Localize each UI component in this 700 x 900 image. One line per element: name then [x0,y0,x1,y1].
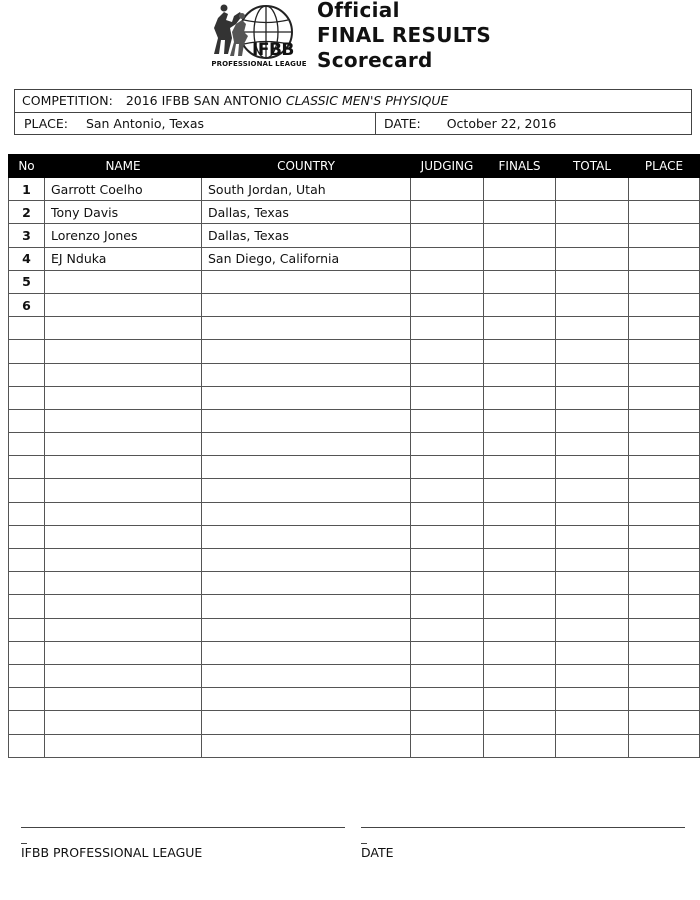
row-country: San Diego, California [202,247,411,270]
row-place [629,572,700,595]
row-no: 6 [9,293,45,316]
row-finals [484,734,556,757]
row-judging [411,340,484,363]
row-finals [484,409,556,432]
row-total [556,688,629,711]
row-judging [411,572,484,595]
row-country [202,456,411,479]
row-no [9,688,45,711]
row-place [629,409,700,432]
row-judging [411,641,484,664]
row-place [629,201,700,224]
row-name [45,340,202,363]
row-name [45,456,202,479]
row-no [9,409,45,432]
row-place [629,479,700,502]
col-header-country: COUNTRY [202,155,411,178]
row-name [45,549,202,572]
row-name [45,711,202,734]
row-place [629,433,700,456]
row-total [556,293,629,316]
competition-row [15,90,691,113]
table-row [9,641,700,664]
row-finals [484,363,556,386]
row-total [556,641,629,664]
row-name [45,572,202,595]
row-country [202,618,411,641]
row-country [202,525,411,548]
row-judging [411,409,484,432]
row-total [556,178,629,201]
row-finals [484,433,556,456]
table-row [9,293,700,316]
table-row [9,525,700,548]
row-total [556,549,629,572]
row-no [9,595,45,618]
row-country: Dallas, Texas [202,224,411,247]
document-header [0,0,700,80]
table-row [9,317,700,340]
col-header-judging: JUDGING [411,155,484,178]
signature-line-league [21,827,345,828]
signature-tick-right [361,843,367,844]
results-table [8,154,700,758]
row-no: 2 [9,201,45,224]
date-cell [376,113,692,135]
table-row [9,572,700,595]
row-country [202,572,411,595]
table-row [9,201,700,224]
row-finals [484,572,556,595]
row-total [556,317,629,340]
row-total [556,502,629,525]
row-total [556,386,629,409]
row-place [629,595,700,618]
row-judging [411,618,484,641]
row-judging [411,549,484,572]
row-country: South Jordan, Utah [202,178,411,201]
row-name [45,363,202,386]
row-no: 5 [9,270,45,293]
table-row [9,711,700,734]
row-place [629,549,700,572]
table-row [9,247,700,270]
row-no [9,525,45,548]
row-place [629,525,700,548]
row-total [556,433,629,456]
row-judging [411,317,484,340]
row-place [629,734,700,757]
row-name [45,409,202,432]
row-place [629,641,700,664]
row-judging [411,247,484,270]
table-row [9,549,700,572]
row-name [45,479,202,502]
row-no [9,363,45,386]
table-row [9,270,700,293]
row-country [202,595,411,618]
row-name: Garrott Coelho [45,178,202,201]
row-country [202,386,411,409]
row-total [556,734,629,757]
row-finals [484,595,556,618]
col-header-total: TOTAL [556,155,629,178]
row-place [629,688,700,711]
col-header-no: No [9,155,45,178]
row-finals [484,618,556,641]
row-name [45,595,202,618]
signature-label-date: DATE [361,845,394,860]
row-name [45,688,202,711]
row-place [629,340,700,363]
row-country [202,502,411,525]
row-judging [411,363,484,386]
row-country [202,317,411,340]
row-no: 3 [9,224,45,247]
place-value: San Antonio, Texas [85,116,204,131]
row-total [556,409,629,432]
row-name [45,525,202,548]
row-no [9,549,45,572]
document-title [317,0,491,73]
row-no [9,618,45,641]
date-label: DATE: [384,116,421,131]
row-judging [411,734,484,757]
competition-value: 2016 IFBB SAN ANTONIO [125,93,282,108]
row-name [45,317,202,340]
place-cell [15,113,376,135]
logo-ifbb-text: IFBB [252,40,294,60]
row-no [9,734,45,757]
table-row [9,595,700,618]
row-judging [411,711,484,734]
row-judging [411,224,484,247]
place-date-row [15,113,691,135]
row-no [9,479,45,502]
row-name [45,270,202,293]
row-total [556,572,629,595]
row-place [629,178,700,201]
row-finals [484,664,556,687]
row-finals [484,247,556,270]
row-no [9,317,45,340]
row-country: Dallas, Texas [202,201,411,224]
row-finals [484,688,556,711]
row-country [202,549,411,572]
table-row [9,734,700,757]
row-country [202,270,411,293]
row-name: EJ Nduka [45,247,202,270]
results-table-body [9,178,700,758]
row-judging [411,201,484,224]
row-no [9,340,45,363]
row-judging [411,502,484,525]
row-finals [484,641,556,664]
ifbb-logo [204,2,314,72]
row-place [629,502,700,525]
row-finals [484,711,556,734]
table-row [9,618,700,641]
row-no [9,433,45,456]
row-total [556,201,629,224]
row-name [45,386,202,409]
row-place [629,293,700,316]
table-row [9,386,700,409]
table-row [9,456,700,479]
row-finals [484,178,556,201]
title-line-1: Official [317,0,400,22]
row-place [629,664,700,687]
row-total [556,340,629,363]
signature-line-date [361,827,685,828]
row-no: 1 [9,178,45,201]
row-judging [411,270,484,293]
row-place [629,270,700,293]
results-table-header [9,155,700,178]
signature-tick-left [21,843,27,844]
row-no [9,456,45,479]
row-name [45,641,202,664]
row-no: 4 [9,247,45,270]
row-country [202,734,411,757]
row-finals [484,293,556,316]
row-no [9,386,45,409]
row-judging [411,433,484,456]
row-country [202,340,411,363]
row-finals [484,270,556,293]
signature-label-league: IFBB PROFESSIONAL LEAGUE [21,845,203,860]
table-row [9,409,700,432]
table-row [9,363,700,386]
row-finals [484,502,556,525]
row-total [556,247,629,270]
table-row [9,224,700,247]
table-row [9,664,700,687]
row-no [9,572,45,595]
row-finals [484,386,556,409]
col-header-place: PLACE [629,155,700,178]
row-place [629,386,700,409]
table-row [9,178,700,201]
row-judging [411,479,484,502]
row-total [556,595,629,618]
table-row [9,433,700,456]
row-total [556,270,629,293]
row-finals [484,201,556,224]
row-place [629,456,700,479]
row-finals [484,317,556,340]
row-finals [484,456,556,479]
competition-info-box [14,89,692,135]
row-judging [411,664,484,687]
row-country [202,479,411,502]
row-country [202,293,411,316]
row-place [629,224,700,247]
row-place [629,711,700,734]
table-row [9,502,700,525]
header-row [9,155,700,178]
table-row [9,479,700,502]
row-no [9,711,45,734]
row-name [45,734,202,757]
competition-division: CLASSIC MEN'S PHYSIQUE [285,93,449,108]
row-no [9,664,45,687]
row-country [202,409,411,432]
row-country [202,641,411,664]
row-name [45,433,202,456]
row-name [45,618,202,641]
row-country [202,433,411,456]
row-judging [411,595,484,618]
row-judging [411,293,484,316]
row-total [556,456,629,479]
title-line-2: FINAL RESULTS [317,23,492,47]
row-total [556,618,629,641]
row-country [202,711,411,734]
row-name [45,293,202,316]
row-country [202,363,411,386]
row-total [556,664,629,687]
row-finals [484,525,556,548]
table-row [9,688,700,711]
row-no [9,502,45,525]
competition-label: COMPETITION: [22,93,113,108]
row-judging [411,386,484,409]
row-place [629,618,700,641]
col-header-finals: FINALS [484,155,556,178]
row-name [45,664,202,687]
row-country [202,664,411,687]
row-finals [484,549,556,572]
row-place [629,247,700,270]
row-total [556,525,629,548]
row-judging [411,688,484,711]
row-total [556,479,629,502]
row-judging [411,525,484,548]
row-total [556,363,629,386]
row-total [556,711,629,734]
date-value: October 22, 2016 [446,116,557,131]
row-judging [411,178,484,201]
row-place [629,363,700,386]
table-row [9,340,700,363]
row-finals [484,479,556,502]
row-finals [484,340,556,363]
row-finals [484,224,556,247]
row-name [45,502,202,525]
title-line-3: Scorecard [317,48,433,72]
logo-league-text: PROFESSIONAL LEAGUE [211,60,307,68]
row-country [202,688,411,711]
row-name: Tony Davis [45,201,202,224]
row-total [556,224,629,247]
col-header-name: NAME [45,155,202,178]
row-name: Lorenzo Jones [45,224,202,247]
row-judging [411,456,484,479]
row-no [9,641,45,664]
row-place [629,317,700,340]
place-label: PLACE: [24,116,68,131]
